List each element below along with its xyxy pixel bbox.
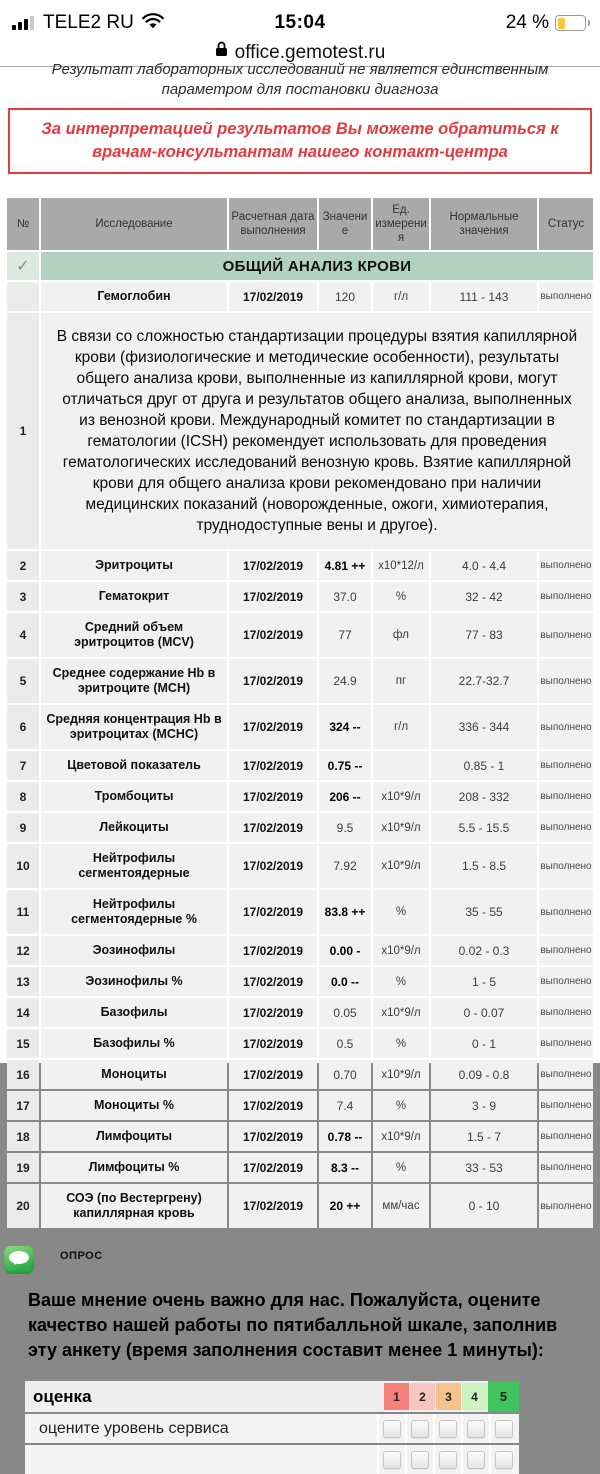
table-row (7, 813, 593, 842)
test-status: выполнено (539, 936, 593, 965)
test-status: выполнено (539, 659, 593, 703)
survey-chat-icon (4, 1246, 34, 1274)
test-unit: x10*9/л (373, 936, 429, 965)
section-header-row (7, 252, 593, 280)
test-normal-range: 4.0 - 4.4 (431, 551, 537, 580)
test-date: 17/02/2019 (229, 659, 317, 703)
test-date: 17/02/2019 (229, 1091, 317, 1120)
rating-checkbox-4[interactable] (467, 1451, 485, 1469)
test-normal-range: 1.5 - 8.5 (431, 844, 537, 888)
row-number: 9 (7, 813, 39, 842)
rating-scale-square-1[interactable]: 1 (384, 1383, 409, 1410)
cell-signal-icon (12, 16, 36, 30)
test-unit: % (373, 1091, 429, 1120)
test-date: 17/02/2019 (229, 890, 317, 934)
contact-center-notice (8, 108, 592, 174)
test-date: 17/02/2019 (229, 1060, 317, 1089)
wifi-icon (142, 13, 164, 34)
table-row (7, 844, 593, 888)
table-row (7, 751, 593, 780)
test-status: выполнено (539, 813, 593, 842)
test-name: Нейтрофилы сегментоядерные % (41, 890, 227, 934)
test-unit: пг (373, 659, 429, 703)
test-unit: x10*9/л (373, 782, 429, 811)
test-unit: x10*12/л (373, 551, 429, 580)
test-status: выполнено (539, 613, 593, 657)
column-header: Исследование (41, 198, 227, 250)
table-header-row (7, 198, 593, 250)
test-normal-range: 208 - 332 (431, 782, 537, 811)
test-unit: мм/час (373, 1184, 429, 1228)
table-row (7, 313, 593, 549)
test-date: 17/02/2019 (229, 998, 317, 1027)
rating-checkbox-2[interactable] (411, 1451, 429, 1469)
row-number: 1 (7, 313, 39, 549)
test-unit: г/л (373, 705, 429, 749)
row-number: 6 (7, 705, 39, 749)
test-unit: % (373, 890, 429, 934)
row-number: 20 (7, 1184, 39, 1228)
row-number: 2 (7, 551, 39, 580)
test-value: 77 (319, 613, 371, 657)
rating-question-rows (25, 1414, 519, 1474)
test-value: 0.0 -- (319, 967, 371, 996)
row-number: 18 (7, 1122, 39, 1151)
test-date: 17/02/2019 (229, 1153, 317, 1182)
test-status: выполнено (539, 751, 593, 780)
test-normal-range: 0 - 0.07 (431, 998, 537, 1027)
capillary-blood-note: В связи со сложностью стандартизации процедуры взятия капиллярной крови (физиологические и методические особенности), результаты общего анализа крови, выполненные из капиллярной крови, могут отличаться друг от друга и результатов общего анализа, выполненных из венозной крови. Международный комитет по стандартизации в гематологии (ICSH) рекомендует использовать для проведения гематологических исследований венозную кровь. Взятие капиллярной крови для общего анализа крови рекомендовано при наличии медицинских показаний (новорожденные, ожоги, химиотерапия, труднодоступные вены и другое). (41, 313, 593, 549)
table-row (7, 782, 593, 811)
page-content (0, 61, 600, 1437)
test-value: 83.8 ++ (319, 890, 371, 934)
battery-icon (555, 15, 586, 31)
test-status: выполнено (539, 551, 593, 580)
rating-checkbox-5[interactable] (495, 1420, 513, 1438)
test-status: выполнено (539, 890, 593, 934)
test-name: Моноциты % (41, 1091, 227, 1120)
table-row (7, 582, 593, 611)
row-number: 8 (7, 782, 39, 811)
table-row (7, 890, 593, 934)
test-name: Гематокрит (41, 582, 227, 611)
test-value: 0.05 (319, 998, 371, 1027)
test-value: 0.78 -- (319, 1122, 371, 1151)
rating-scale-square-4[interactable]: 4 (462, 1383, 487, 1410)
test-value: 24.9 (319, 659, 371, 703)
survey-section (0, 1246, 600, 1474)
test-normal-range: 0.09 - 0.8 (431, 1060, 537, 1089)
results-table (5, 196, 595, 1230)
test-status: выполнено (539, 844, 593, 888)
test-normal-range: 0.02 - 0.3 (431, 936, 537, 965)
survey-question-row (25, 1445, 519, 1474)
test-normal-range: 5.5 - 15.5 (431, 813, 537, 842)
rating-scale-square-3[interactable]: 3 (436, 1383, 461, 1410)
test-normal-range: 336 - 344 (431, 705, 537, 749)
battery-percent-label: 24 % (505, 12, 550, 33)
rating-scale-square-5[interactable]: 5 (488, 1381, 519, 1412)
column-header: Ед. измерения (373, 198, 429, 250)
test-date: 17/02/2019 (229, 582, 317, 611)
test-name: Лимфоциты (41, 1122, 227, 1151)
rating-scale (383, 1381, 519, 1412)
test-status: выполнено (539, 1184, 593, 1228)
test-status: выполнено (539, 705, 593, 749)
row-number: 12 (7, 936, 39, 965)
table-row (7, 551, 593, 580)
test-name: Эозинофилы % (41, 967, 227, 996)
test-date: 17/02/2019 (229, 813, 317, 842)
rating-scale-square-2[interactable]: 2 (410, 1383, 435, 1410)
test-unit: г/л (373, 282, 429, 311)
row-number: 13 (7, 967, 39, 996)
test-status: выполнено (539, 582, 593, 611)
test-value: 7.4 (319, 1091, 371, 1120)
test-date: 17/02/2019 (229, 782, 317, 811)
contact-center-notice-text: За интерпретацией результатов Вы можете обратиться к врачам-консультантам нашего контакт-центра (41, 120, 559, 161)
row-number: 16 (7, 1060, 39, 1089)
test-normal-range: 111 - 143 (431, 282, 537, 311)
table-row (7, 1122, 593, 1151)
test-status: выполнено (539, 1153, 593, 1182)
row-number: 11 (7, 890, 39, 934)
test-date: 17/02/2019 (229, 613, 317, 657)
column-header: Статус (539, 198, 593, 250)
row-number: 4 (7, 613, 39, 657)
row-number: 17 (7, 1091, 39, 1120)
test-status: выполнено (539, 282, 593, 311)
row-number: 19 (7, 1153, 39, 1182)
test-value: 7.92 (319, 844, 371, 888)
test-unit: x10*9/л (373, 1060, 429, 1089)
test-date: 17/02/2019 (229, 1122, 317, 1151)
test-value: 0.70 (319, 1060, 371, 1089)
column-header: Нормальные значения (431, 198, 537, 250)
table-row (7, 1091, 593, 1120)
survey-prompt-text: Ваше мнение очень важно для нас. Пожалуйста, оцените качество нашей работы по пятибалльной шкале, заполнив эту анкету (время заполнения составит менее 1 минуты): (28, 1290, 558, 1360)
test-unit: % (373, 1153, 429, 1182)
rating-checkbox-1[interactable] (383, 1420, 401, 1438)
url-domain: office.gemotest.ru (234, 42, 386, 63)
row-number (7, 282, 39, 311)
rating-checkbox-4[interactable] (467, 1420, 485, 1438)
test-name: Цветовой показатель (41, 751, 227, 780)
test-value: 8.3 -- (319, 1153, 371, 1182)
table-row (7, 613, 593, 657)
test-name: Эозинофилы (41, 936, 227, 965)
table-row (7, 659, 593, 703)
test-normal-range: 35 - 55 (431, 890, 537, 934)
test-date: 17/02/2019 (229, 705, 317, 749)
test-name: Гемоглобин (41, 282, 227, 311)
test-status: выполнено (539, 1091, 593, 1120)
test-name: Лимфоциты % (41, 1153, 227, 1182)
clock: 15:04 (274, 12, 326, 33)
survey-label: ОПРОС (60, 1250, 103, 1262)
table-row (7, 998, 593, 1027)
test-value: 0.75 -- (319, 751, 371, 780)
test-name: Нейтрофилы сегментоядерные (41, 844, 227, 888)
column-header: Значение (319, 198, 371, 250)
test-name: Среднее содержание Hb в эритроците (MCH) (41, 659, 227, 703)
test-normal-range: 1.5 - 7 (431, 1122, 537, 1151)
test-value: 206 -- (319, 782, 371, 811)
test-date: 17/02/2019 (229, 751, 317, 780)
section-title: ОБЩИЙ АНАЛИЗ КРОВИ (41, 252, 593, 280)
survey-question-row (25, 1414, 519, 1443)
rating-header-row (25, 1381, 519, 1412)
test-status: выполнено (539, 1122, 593, 1151)
test-normal-range: 32 - 42 (431, 582, 537, 611)
lab-disclaimer-text: Результат лабораторных исследований не является единственным параметром для постановки диагноза (51, 61, 549, 98)
test-status: выполнено (539, 998, 593, 1027)
test-unit: x10*9/л (373, 813, 429, 842)
row-number: 10 (7, 844, 39, 888)
test-unit: % (373, 1029, 429, 1058)
test-normal-range: 0 - 10 (431, 1184, 537, 1228)
test-normal-range: 1 - 5 (431, 967, 537, 996)
table-row (7, 1060, 593, 1089)
table-row (7, 967, 593, 996)
row-number: 14 (7, 998, 39, 1027)
survey-question-label: оцените уровень сервиса (39, 1419, 229, 1437)
test-normal-range: 0.85 - 1 (431, 751, 537, 780)
test-name: Лейкоциты (41, 813, 227, 842)
test-value: 4.81 ++ (319, 551, 371, 580)
table-row (7, 282, 593, 311)
test-date: 17/02/2019 (229, 936, 317, 965)
test-value: 120 (319, 282, 371, 311)
test-name: СОЭ (по Вестергрену) капиллярная кровь (41, 1184, 227, 1228)
test-value: 324 -- (319, 705, 371, 749)
status-bar (0, 0, 600, 40)
test-value: 20 ++ (319, 1184, 371, 1228)
test-status: выполнено (539, 1029, 593, 1058)
row-number: 5 (7, 659, 39, 703)
table-row (7, 1184, 593, 1228)
column-header: № (7, 198, 39, 250)
table-row (7, 705, 593, 749)
rating-checkbox-1[interactable] (383, 1451, 401, 1469)
test-status: выполнено (539, 967, 593, 996)
test-unit: % (373, 582, 429, 611)
rating-checkbox-2[interactable] (411, 1420, 429, 1438)
test-status: выполнено (539, 1060, 593, 1089)
row-number: 15 (7, 1029, 39, 1058)
results-rows (7, 282, 593, 1228)
test-value: 0.00 - (319, 936, 371, 965)
test-unit: фл (373, 613, 429, 657)
test-date: 17/02/2019 (229, 551, 317, 580)
test-normal-range: 0 - 1 (431, 1029, 537, 1058)
lock-icon (215, 41, 228, 63)
table-row (7, 1029, 593, 1058)
test-unit: x10*9/л (373, 844, 429, 888)
test-value: 9.5 (319, 813, 371, 842)
test-value: 37.0 (319, 582, 371, 611)
rating-label: оценка (33, 1386, 92, 1406)
test-name: Средняя концентрация Hb в эритроцитах (MCHC) (41, 705, 227, 749)
test-normal-range: 22.7-32.7 (431, 659, 537, 703)
test-normal-range: 3 - 9 (431, 1091, 537, 1120)
test-date: 17/02/2019 (229, 282, 317, 311)
test-date: 17/02/2019 (229, 844, 317, 888)
test-unit: x10*9/л (373, 998, 429, 1027)
table-row (7, 936, 593, 965)
row-number: 3 (7, 582, 39, 611)
test-date: 17/02/2019 (229, 1184, 317, 1228)
test-name: Базофилы (41, 998, 227, 1027)
test-status: выполнено (539, 782, 593, 811)
rating-checkbox-3[interactable] (439, 1451, 457, 1469)
rating-checkbox-3[interactable] (439, 1420, 457, 1438)
test-date: 17/02/2019 (229, 1029, 317, 1058)
test-name: Базофилы % (41, 1029, 227, 1058)
column-header: Расчетная дата выполнения (229, 198, 317, 250)
test-value: 0.5 (319, 1029, 371, 1058)
test-name: Средний объем эритроцитов (MCV) (41, 613, 227, 657)
row-number: 7 (7, 751, 39, 780)
test-unit (373, 751, 429, 780)
test-normal-range: 77 - 83 (431, 613, 537, 657)
test-name: Тромбоциты (41, 782, 227, 811)
rating-checkbox-5[interactable] (495, 1451, 513, 1469)
test-normal-range: 33 - 53 (431, 1153, 537, 1182)
test-name: Эритроциты (41, 551, 227, 580)
test-unit: x10*9/л (373, 1122, 429, 1151)
test-date: 17/02/2019 (229, 967, 317, 996)
rating-widget (25, 1381, 519, 1474)
section-check-icon: ✓ (7, 252, 39, 280)
test-name: Моноциты (41, 1060, 227, 1089)
test-unit: % (373, 967, 429, 996)
carrier-label: TELE2 RU (43, 12, 134, 33)
table-row (7, 1153, 593, 1182)
